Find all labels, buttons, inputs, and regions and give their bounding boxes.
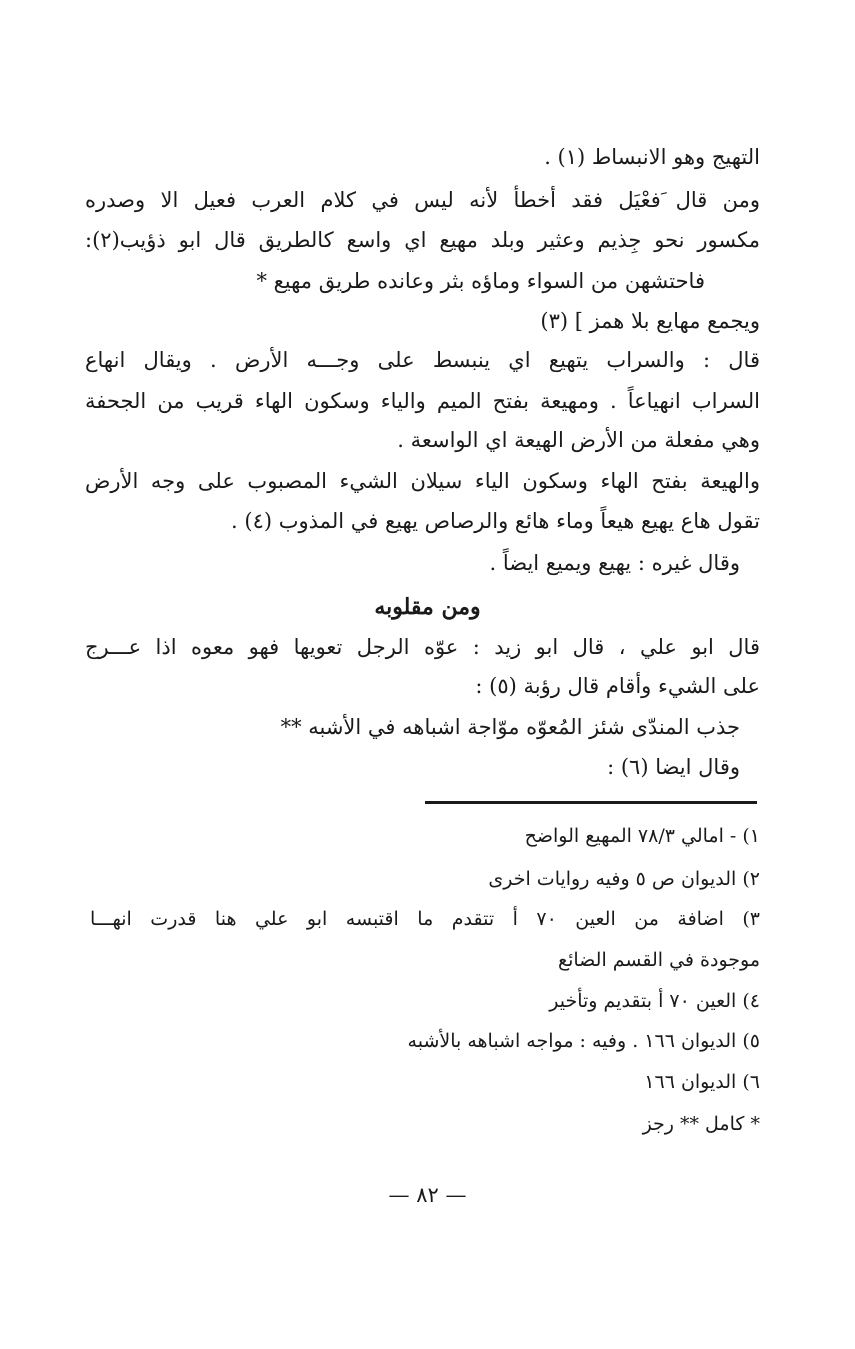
verse-line-2: جذب المندّى شئز المُعوّه موّاجة اشباهه في الأشبه ** — [280, 715, 740, 739]
footnote-5: ٥) الديوان ١٦٦ . وفيه : مواجه اشباهه بالأشبه — [407, 1030, 760, 1052]
meter-note: * كامل ** رجز — [642, 1113, 760, 1135]
text-line-10: وقال غيره : يهيع ويميع ايضاً . — [489, 551, 740, 575]
text-line-11: قال ابو علي ، قال ابو زيد : عوّه الرجل تعويها فهو معوه اذا عـــرج — [85, 635, 760, 659]
text-line-5: قال : والسراب يتهيع اي ينبسط على وجـــه الأرض . ويقال انهاع — [85, 348, 760, 372]
text-line-6: السراب انهياعاً . ومهيعة بفتح الميم والياء وسكون الهاء قريب من الجحفة — [85, 389, 760, 413]
footnote-3-continued: موجودة في القسم الضائع — [557, 949, 760, 971]
text-line-12: على الشيء وأقام قال رؤبة (٥) : — [475, 674, 760, 698]
footnote-3: ٣) اضافة من العين ٧٠ أ تتقدم ما اقتبسه ابو علي هنا قدرت انهـــا — [90, 908, 760, 930]
verse-line-1: فاحتشهن من السواء وماؤه بثر وعانده طريق مهيع * — [256, 269, 705, 293]
text-line-3: مكسور نحو جِذيم وعثير وبلد مهيع اي واسع كالطريق قال ابو ذؤيب(٢): — [85, 228, 760, 252]
footnote-2: ٢) الديوان ص ٥ وفيه روايات اخرى — [488, 868, 760, 890]
text-line-4: ويجمع مهايع بلا همز ] (٣) — [540, 309, 760, 333]
text-line-9: تقول هاع يهيع هيعاً وماء هائع والرصاص يهيع في المذوب (٤) . — [231, 509, 760, 533]
footnote-4: ٤) العين ٧٠ أ بتقديم وتأخير — [549, 990, 760, 1012]
text-line-1: التهيج وهو الانبساط (١) . — [544, 145, 760, 169]
text-line-7: وهي مفعلة من الأرض الهيعة اي الواسعة . — [397, 428, 760, 452]
footnote-1: ١) - امالي ٧٨/٣ المهيع الواضح — [524, 825, 760, 847]
text-line-2: ومن قال َفعْيَل فقد أخطأ لأنه ليس في كلام العرب فعيل الا وصدره — [85, 188, 760, 212]
text-line-13: وقال ايضا (٦) : — [607, 755, 740, 779]
text-line-8: والهيعة بفتح الهاء وسكون الياء سيلان الشيء المصبوب على وجه الأرض — [85, 469, 760, 493]
page-number: — ٨٢ — — [388, 1183, 467, 1207]
section-heading: ومن مقلوبه — [374, 594, 481, 620]
footnote-6: ٦) الديوان ١٦٦ — [644, 1071, 760, 1093]
footnote-separator — [425, 801, 757, 804]
